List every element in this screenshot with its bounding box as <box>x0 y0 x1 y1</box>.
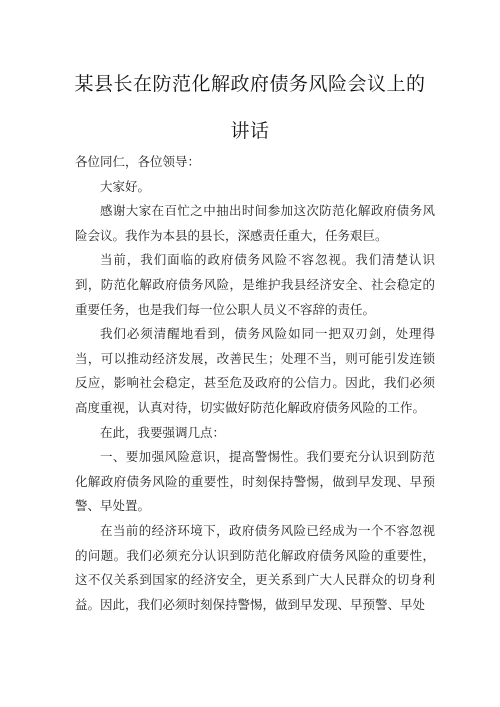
paragraph-thanks: 感谢大家在百忙之中抽出时间参加这次防范化解政府债务风险会议。我作为本县的县长，深感责任重大，任务艰巨。 <box>75 203 435 243</box>
paragraph-economic-environment: 在当前的经济环境下，政府债务风险已经成为一个不容忽视的问题。我们必须充分认识到防范化解政府债务风险的重要性，这不仅关系到国家的经济安全，更关系到广大人民群众的切身利益。因此，我们必须时刻保持警惕，做到早发现、早预警、早处 <box>75 522 435 612</box>
document-title-line-2: 讲话 <box>230 120 270 142</box>
paragraph-point-one: 一、要加强风险意识，提高警惕性。我们要充分认识到防范化解政府债务风险的重要性，时刻保持警惕，做到早发现、早预警、早处置。 <box>75 449 435 514</box>
paragraph-risk-awareness: 当前，我们面临的政府债务风险不容忽视。我们清楚认识到，防范化解政府债务风险，是维护我县经济安全、社会稳定的重要任务，也是我们每一位公职人员义不容辞的责任。 <box>75 252 435 317</box>
paragraph-key-points-intro: 在此，我要强调几点： <box>100 424 226 440</box>
document-body <box>75 150 435 617</box>
document-title-line-1: 某县长在防范化解政府债务风险会议上的 <box>74 73 426 95</box>
paragraph-double-edged-sword: 我们必须清醒地看到，债务风险如同一把双刃剑，处理得当，可以推动经济发展，改善民生；处理不当，则可能引发连锁反应，影响社会稳定，甚至危及政府的公信力。因此，我们必须高度重视，认真对待，切实做好防范化解政府债务风险的工作。 <box>75 326 435 415</box>
salutation: 各位同仁，各位领导： <box>75 154 201 169</box>
paragraph-greeting: 大家好。 <box>100 178 151 194</box>
